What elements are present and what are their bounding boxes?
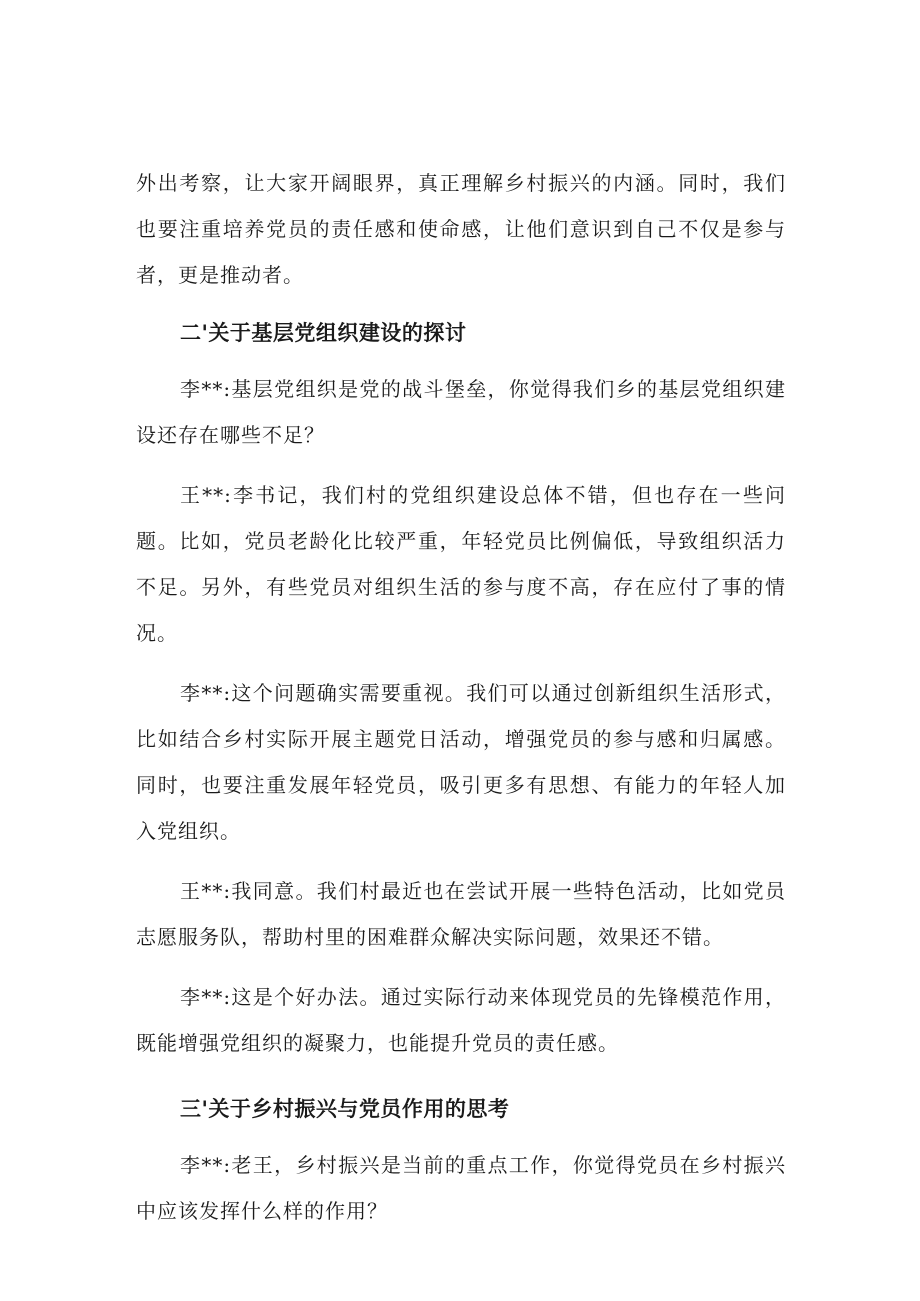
dialogue-paragraph (136, 1142, 786, 1234)
continuation-paragraph: 外出考察，让大家开阔眼界，真正理解乡村振兴的内涵。同时，我们也要注重培养党员的责任感和使命感，让他们意识到自己不仅是参与者，更是推动者。 (136, 171, 786, 287)
dialogue-text: 这个问题确实需要重视。我们可以通过创新组织生活形式，比如结合乡村实际开展主题党日活动，增强党员的参与感和归属感。同时，也要注重发展年轻党员，吸引更多有思想、有能力的年轻人加入党组织。 (136, 681, 787, 843)
speaker-label: 王**: (180, 879, 232, 903)
speaker-label: 王**: (180, 483, 232, 507)
speaker-label: 李**: (180, 985, 232, 1009)
speaker-label: 李**: (180, 681, 232, 705)
speaker-label: 李**: (180, 1153, 232, 1177)
dialogue-text: 这是个好办法。通过实际行动来体现党员的先锋模范作用，既能增强党组织的凝聚力，也能提升党员的责任感。 (136, 985, 787, 1055)
section-heading-3: 三'关于乡村振兴与党员作用的思考 (180, 1097, 510, 1121)
dialogue-paragraph (136, 366, 786, 458)
dialogue-text: 老王，乡村振兴是当前的重点工作，你觉得党员在乡村振兴中应该发挥什么样的作用？ (136, 1153, 787, 1223)
dialogue-paragraph (136, 974, 786, 1066)
document-body (136, 160, 786, 1234)
dialogue-paragraph (136, 472, 786, 656)
dialogue-text: 李书记，我们村的党组织建设总体不错，但也存在一些问题。比如，党员老龄化比较严重，年轻党员比例偏低，导致组织活力不足。另外，有些党员对组织生活的参与度不高，存在应付了事的情况。 (136, 483, 786, 645)
dialogue-text: 基层党组织是党的战斗堡垒，你觉得我们乡的基层党组织建设还存在哪些不足？ (136, 377, 787, 447)
section-heading-2: 二'关于基层党组织建设的探讨 (180, 321, 467, 345)
dialogue-text: 我同意。我们村最近也在尝试开展一些特色活动，比如党员志愿服务队，帮助村里的困难群众解决实际问题，效果还不错。 (136, 879, 787, 949)
speaker-label: 李**: (180, 377, 232, 401)
dialogue-paragraph (136, 670, 786, 854)
dialogue-paragraph (136, 868, 786, 960)
